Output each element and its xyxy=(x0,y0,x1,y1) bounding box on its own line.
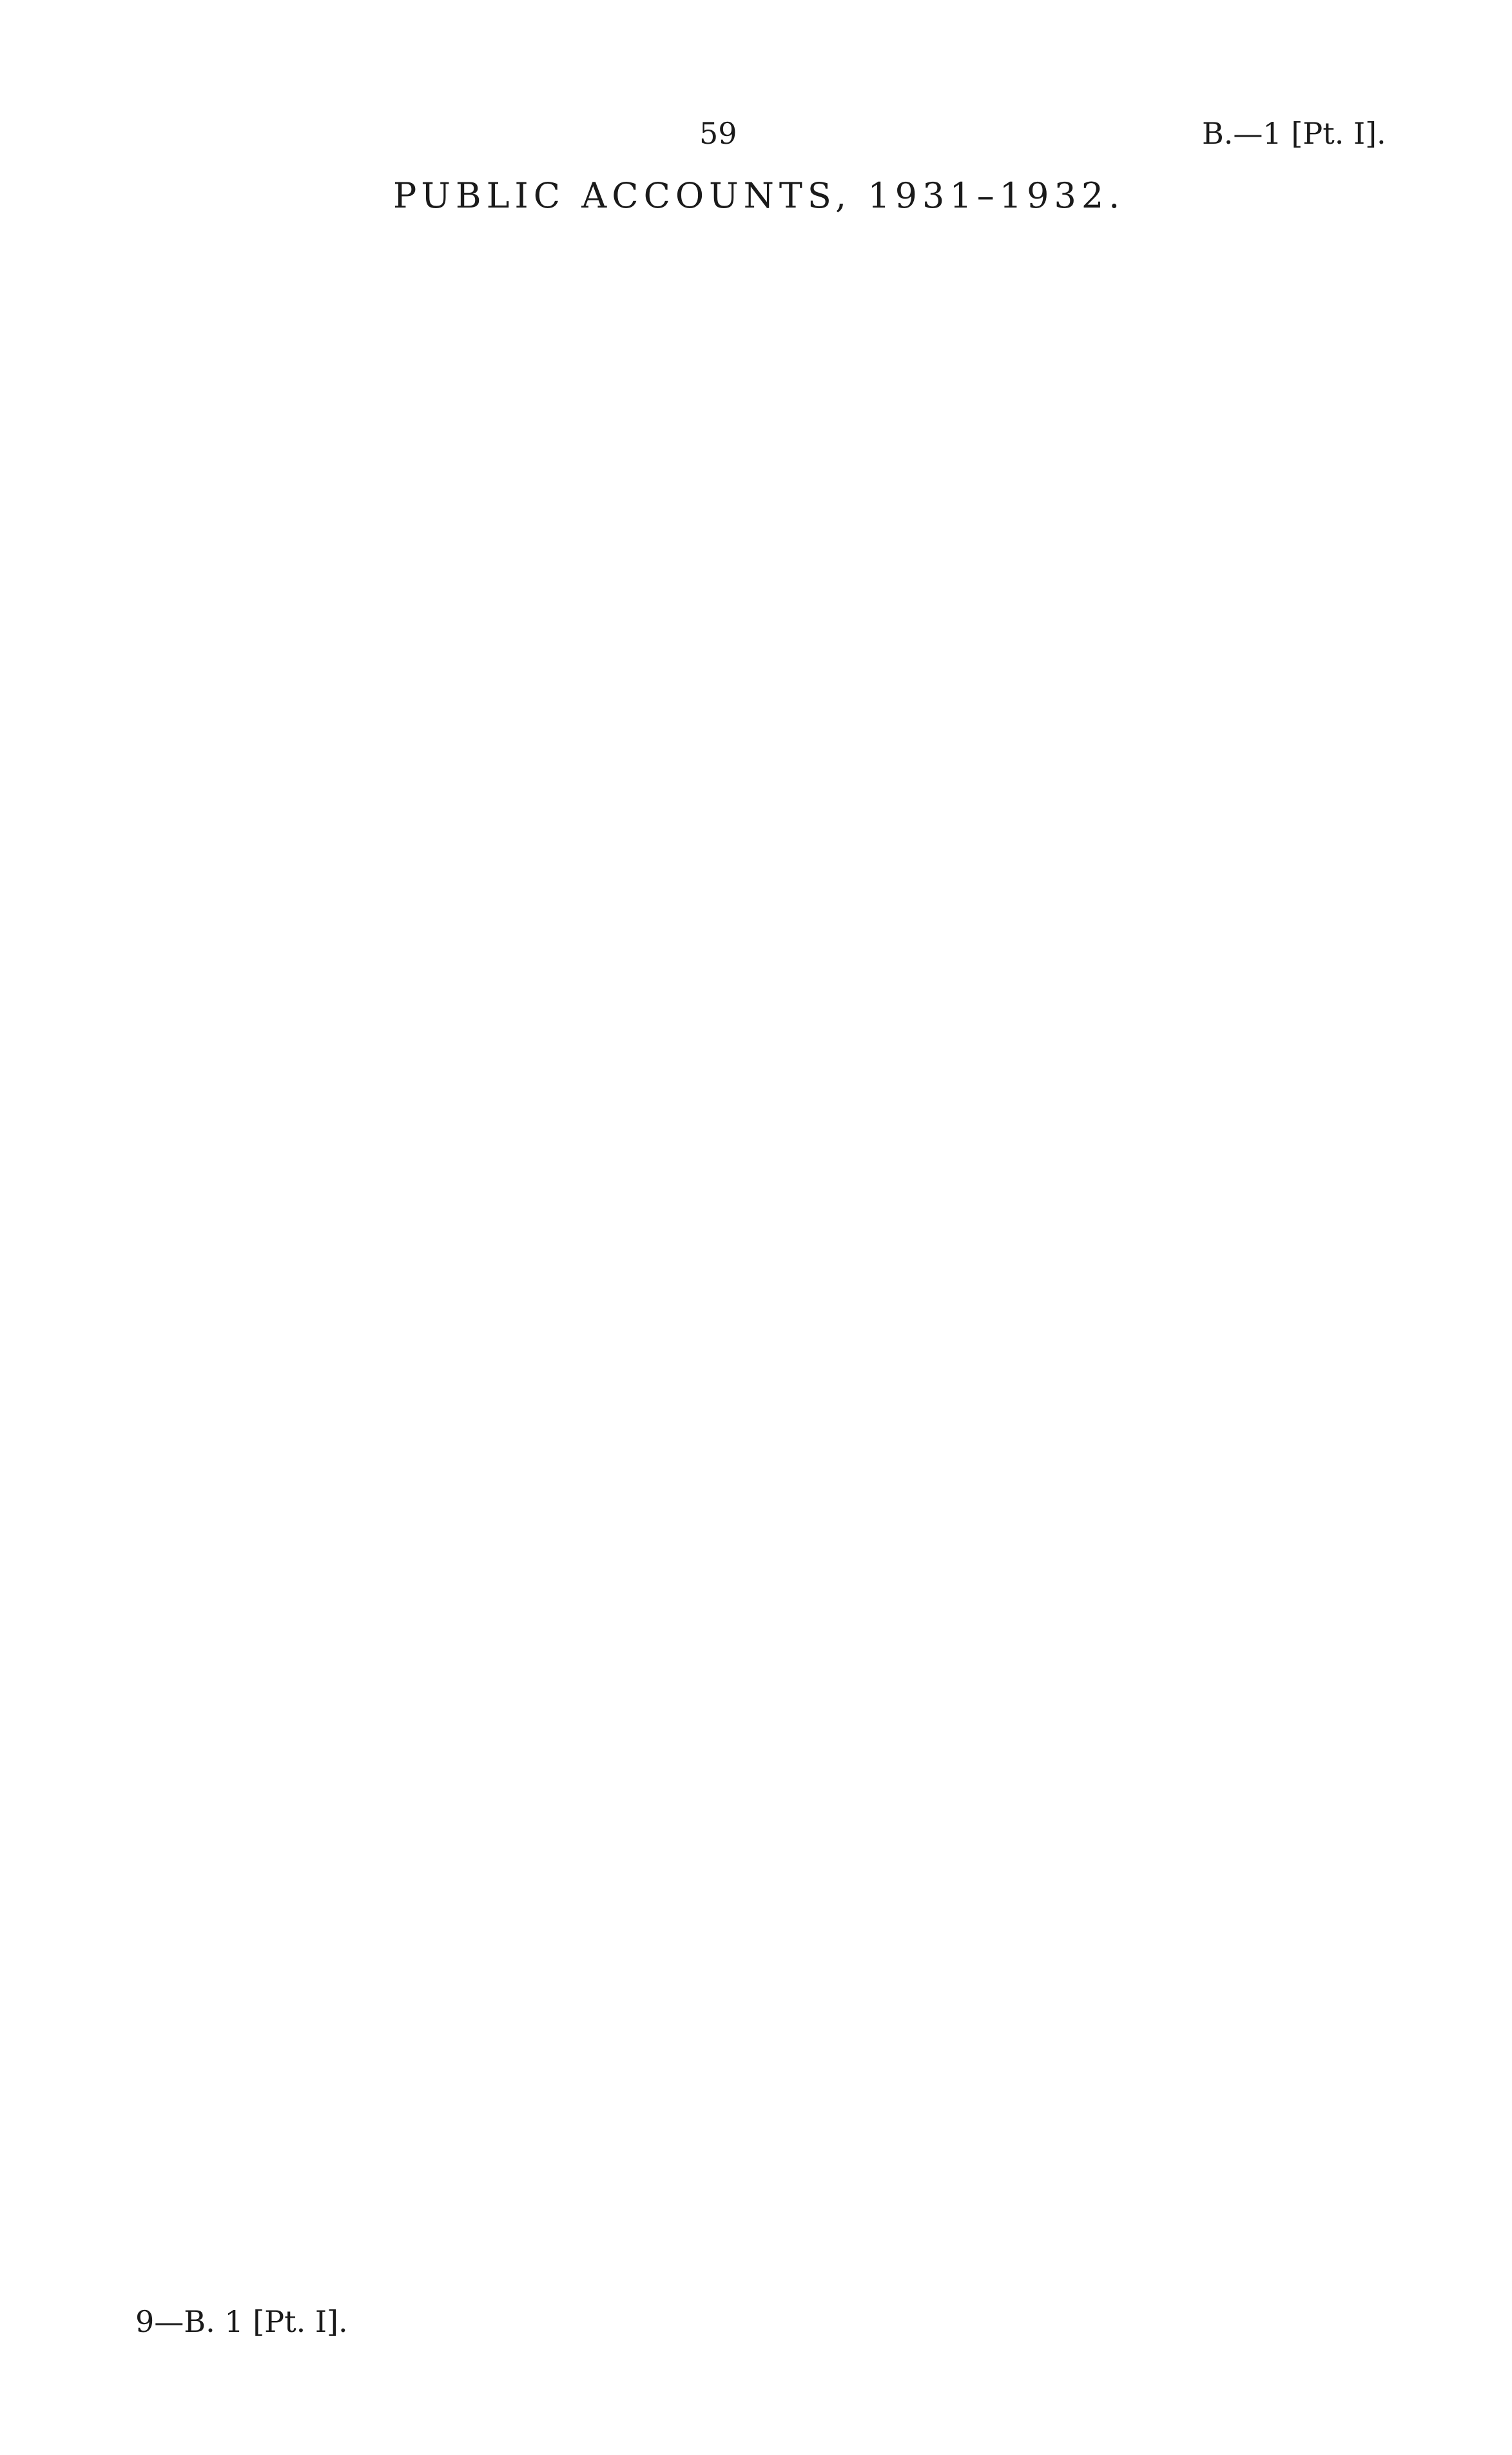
page-number: 59 xyxy=(699,116,737,151)
page-title: PUBLIC ACCOUNTS, 1931–1932. xyxy=(393,175,1125,216)
header-reference: B.—1 [Pt. I]. xyxy=(1202,116,1386,151)
footer-reference: 9—B. 1 [Pt. I]. xyxy=(135,2304,348,2339)
